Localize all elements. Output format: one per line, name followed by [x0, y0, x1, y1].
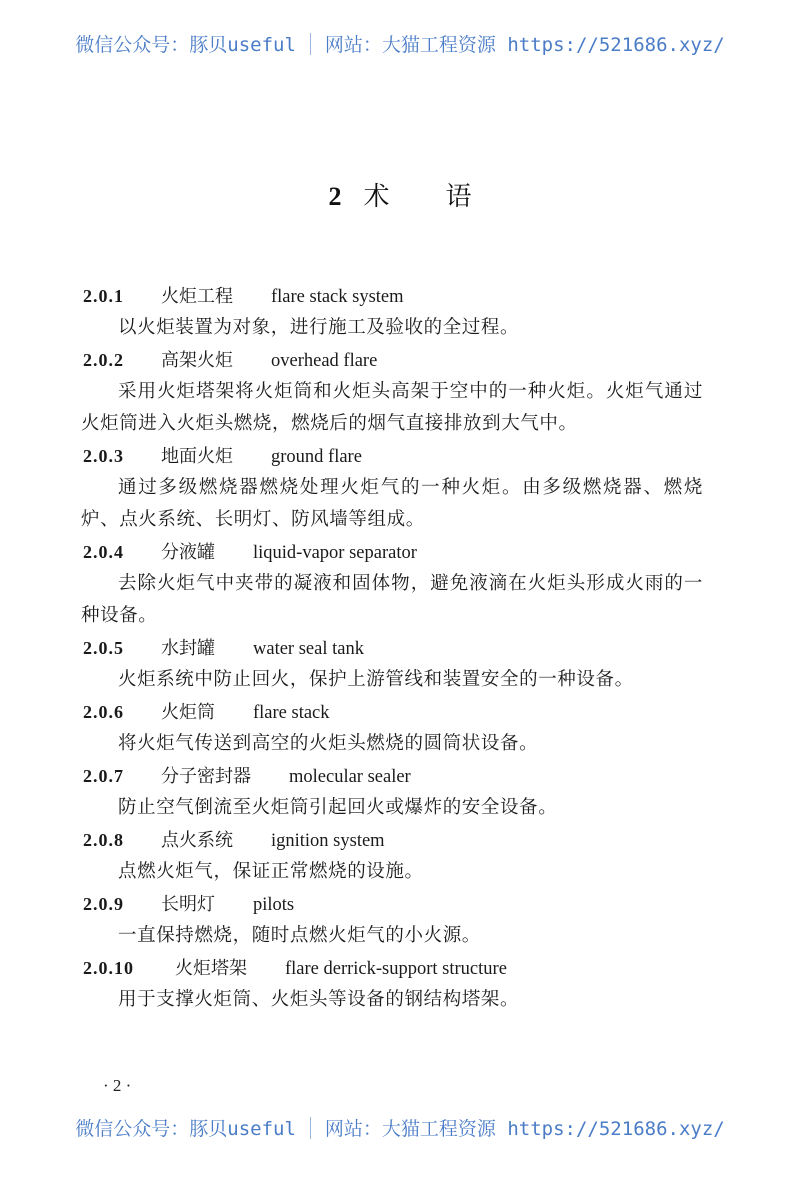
- watermark-wechat: 微信公众号：豚贝useful: [75, 1118, 296, 1140]
- term-definition: 以火炬装置为对象，进行施工及验收的全过程。: [118, 317, 520, 338]
- term-chinese: 火炬筒: [161, 702, 215, 723]
- term-english: molecular sealer: [289, 767, 411, 787]
- term-entry: [83, 536, 703, 632]
- term-entry: [83, 696, 703, 760]
- term-heading: [83, 696, 703, 728]
- term-number: 2.0.10: [83, 958, 134, 978]
- terms-list: [83, 280, 703, 1016]
- term-english: flare derrick-support structure: [285, 959, 507, 979]
- term-definition: 通过多级燃烧器燃烧处理火炬气的一种火炬。由多级燃烧器、燃烧炉、点火系统、长明灯、防风墙等组成。: [81, 477, 703, 530]
- term-english: flare stack system: [271, 287, 404, 307]
- term-number: 2.0.1: [83, 286, 124, 306]
- chapter-number: 2: [328, 182, 342, 211]
- term-chinese: 长明灯: [161, 894, 215, 915]
- term-entry: [83, 280, 703, 344]
- page-number: · 2 ·: [103, 1076, 132, 1095]
- term-number: 2.0.7: [83, 766, 124, 786]
- term-number: 2.0.5: [83, 638, 124, 658]
- term-heading: [83, 888, 703, 920]
- term-heading: [83, 344, 703, 376]
- term-definition: 用于支撑火炬筒、火炬头等设备的钢结构塔架。: [118, 989, 520, 1010]
- term-number: 2.0.8: [83, 830, 124, 850]
- term-chinese: 水封罐: [161, 638, 215, 659]
- watermark-wechat: 微信公众号：豚贝useful: [75, 34, 296, 56]
- term-entry: [83, 440, 703, 536]
- term-entry: [83, 344, 703, 440]
- chapter-title-char-2: 语: [445, 182, 472, 212]
- term-chinese: 火炬工程: [161, 286, 233, 307]
- term-definition: 火炬系统中防止回火，保护上游管线和装置安全的一种设备。: [118, 669, 634, 690]
- term-definition: 防止空气倒流至火炬筒引起回火或爆炸的安全设备。: [118, 797, 558, 818]
- term-chinese: 地面火炬: [161, 446, 233, 467]
- term-definition: 去除火炬气中夹带的凝液和固体物，避免液滴在火炬头形成火雨的一种设备。: [81, 573, 703, 626]
- term-chinese: 点火系统: [161, 830, 233, 851]
- term-english: ground flare: [271, 447, 362, 467]
- term-entry: [83, 632, 703, 696]
- term-number: 2.0.4: [83, 542, 124, 562]
- watermark-footer: [0, 1114, 800, 1141]
- term-definition: 将火炬气传送到高空的火炬头燃烧的圆筒状设备。: [118, 733, 539, 754]
- term-english: flare stack: [253, 703, 330, 723]
- watermark-website: 网站：大猫工程资源 https://521686.xyz/: [324, 1118, 725, 1140]
- term-heading: [83, 952, 703, 984]
- term-english: ignition system: [271, 831, 385, 851]
- term-definition: 点燃火炬气，保证正常燃烧的设施。: [118, 861, 424, 882]
- term-chinese: 火炬塔架: [175, 958, 247, 979]
- watermark-header: [0, 30, 800, 57]
- term-definition: 采用火炬塔架将火炬筒和火炬头高架于空中的一种火炬。火炬气通过火炬筒进入火炬头燃烧，燃烧后的烟气直接排放到大气中。: [81, 381, 703, 434]
- term-english: overhead flare: [271, 351, 378, 371]
- term-english: pilots: [253, 895, 295, 915]
- term-entry: [83, 888, 703, 952]
- term-number: 2.0.2: [83, 350, 124, 370]
- term-entry: [83, 952, 703, 1016]
- watermark-website: 网站：大猫工程资源 https://521686.xyz/: [324, 34, 725, 56]
- term-heading: [83, 280, 703, 312]
- term-number: 2.0.3: [83, 446, 124, 466]
- term-chinese: 分子密封器: [161, 766, 251, 787]
- term-number: 2.0.6: [83, 702, 124, 722]
- term-english: water seal tank: [253, 639, 364, 659]
- chapter-title-char-1: 术: [363, 182, 390, 212]
- term-heading: [83, 632, 703, 664]
- term-entry: [83, 760, 703, 824]
- term-entry: [83, 824, 703, 888]
- term-english: liquid-vapor separator: [253, 543, 417, 563]
- term-heading: [83, 536, 703, 568]
- chapter-title: [0, 176, 800, 213]
- term-heading: [83, 440, 703, 472]
- term-chinese: 高架火炬: [161, 350, 233, 371]
- watermark-separator: [310, 1117, 311, 1139]
- term-number: 2.0.9: [83, 894, 124, 914]
- watermark-separator: [310, 33, 311, 55]
- term-definition: 一直保持燃烧，随时点燃火炬气的小火源。: [118, 925, 481, 946]
- term-chinese: 分液罐: [161, 542, 215, 563]
- term-heading: [83, 824, 703, 856]
- term-heading: [83, 760, 703, 792]
